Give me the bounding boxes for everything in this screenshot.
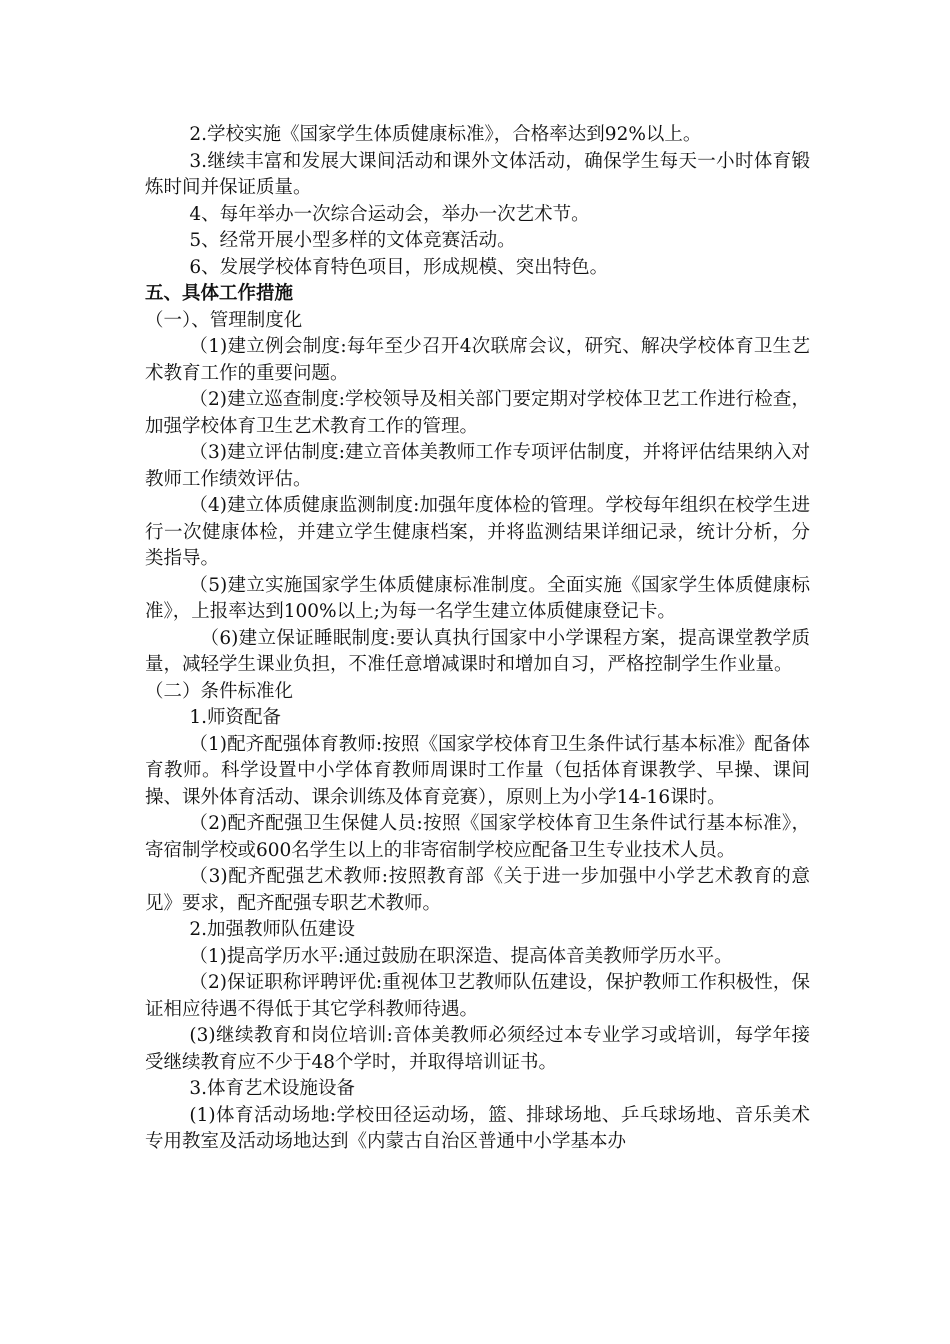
paragraph-meeting-system: （1)建立例会制度:每年至少召开4次联席会议，研究、解决学校体育卫生艺术教育工作的重要问题。 bbox=[145, 336, 810, 384]
item-heading-facilities: 3.体育艺术设施设备 bbox=[189, 1078, 356, 1099]
paragraph-health-monitoring: （4)建立体质健康监测制度:加强年度体检的管理。学校每年组织在校学生进行一次健康体检，并建立学生健康档案，并将监测结果详细记录，统计分析，分类指导。 bbox=[145, 495, 810, 569]
document-body bbox=[145, 122, 810, 1156]
subsection-heading-management: （一）、管理制度化 bbox=[145, 309, 303, 331]
paragraph-title-evaluation: （2)保证职称评聘评优:重视体卫艺教师队伍建设，保护教师工作积极性，保证相应待遇不得低于其它学科教师待遇。 bbox=[145, 972, 810, 1020]
paragraph-evaluation-system: （3)建立评估制度:建立音体美教师工作专项评估制度，并将评估结果纳入对教师工作绩效评估。 bbox=[145, 442, 810, 490]
paragraph-inspection-system: （2)建立巡查制度:学校领导及相关部门要定期对学校体卫艺工作进行检查，加强学校体育卫生艺术教育工作的管理。 bbox=[145, 389, 810, 437]
subsection-heading-conditions: （二）条件标准化 bbox=[145, 680, 294, 702]
paragraph-pe-teachers: （1)配齐配强体育教师:按照《国家学校体育卫生条件试行基本标准》配备体育教师。科学设置中小学体育教师周课时工作量（包括体育课教学、早操、课间操、课外体育活动、课余训练及体育竞赛），原则上为小学14-16课时。 bbox=[145, 733, 810, 808]
paragraph-health-standard: （5)建立实施国家学生体质健康标准制度。全面实施《国家学生体质健康标准》，上报率达到100%以上;为每一名学生建立体质健康登记卡。 bbox=[145, 574, 810, 622]
paragraph-sleep-system: （6)建立保证睡眠制度:要认真执行国家中小学课程方案，提高课堂教学质量，减轻学生课业负担，不准任意增减课时和增加自习，严格控制学生作业量。 bbox=[145, 627, 810, 675]
paragraph-goal-3: 3.继续丰富和发展大课间活动和课外文体活动，确保学生每天一小时体育锻炼时间并保证质量。 bbox=[145, 150, 810, 198]
item-heading-staffing: 1.师资配备 bbox=[189, 707, 282, 728]
item-heading-teacher-team: 2.加强教师队伍建设 bbox=[189, 919, 356, 940]
paragraph-goal-6: 6、发展学校体育特色项目，形成规模、突出特色。 bbox=[189, 256, 609, 278]
paragraph-sports-venues: (1)体育活动场地:学校田径运动场，篮、排球场地、乒乓球场地、音乐美术专用教室及活动场地达到《内蒙古自治区普通中小学基本办 bbox=[145, 1104, 810, 1152]
paragraph-goal-4: 4、每年举办一次综合运动会，举办一次艺术节。 bbox=[189, 203, 590, 225]
paragraph-health-staff: （2)配齐配强卫生保健人员:按照《国家学校体育卫生条件试行基本标准》，寄宿制学校或600名学生以上的非寄宿制学校应配备卫生专业技术人员。 bbox=[145, 813, 810, 861]
paragraph-goal-2: 2.学校实施《国家学生体质健康标准》，合格率达到92%以上。 bbox=[189, 124, 702, 145]
paragraph-continuing-education: (3)继续教育和岗位培训:音体美教师必须经过本专业学习或培训，每学年接受继续教育应不少于48个学时，并取得培训证书。 bbox=[145, 1025, 810, 1073]
paragraph-art-teachers: （3)配齐配强艺术教师:按照教育部《关于进一步加强中小学艺术教育的意见》要求，配齐配强专职艺术教师。 bbox=[145, 866, 810, 914]
section-heading-measures: 五、具体工作措施 bbox=[145, 283, 294, 304]
paragraph-goal-5: 5、经常开展小型多样的文体竞赛活动。 bbox=[189, 230, 516, 251]
paragraph-education-level: （1)提高学历水平:通过鼓励在职深造、提高体音美教师学历水平。 bbox=[189, 945, 733, 967]
